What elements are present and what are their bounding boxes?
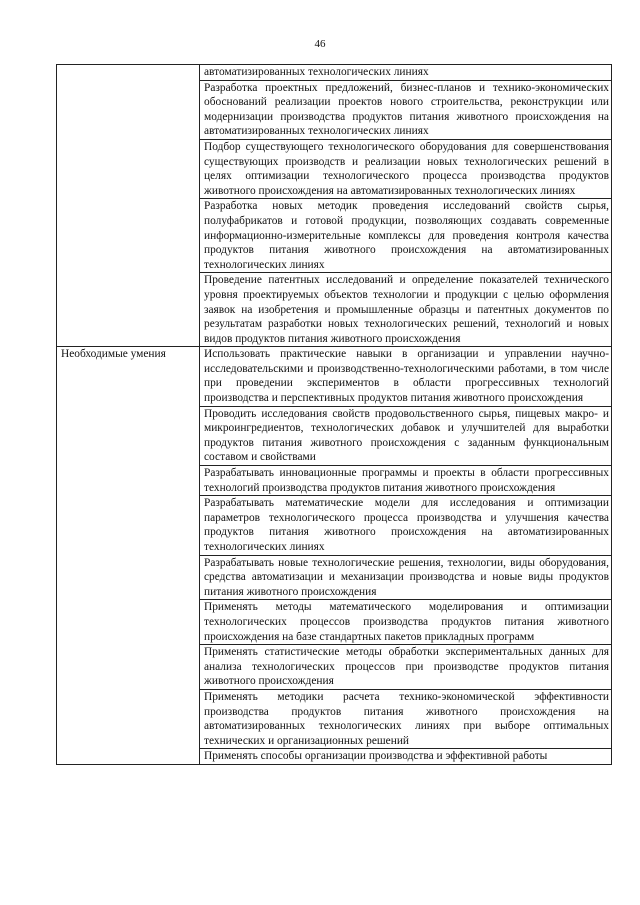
table-cell: Использовать практические навыки в организации и управлении научно-исследовательскими и производственно-технологическими работами, в том числе при проведении экспериментов в области прогрессивных технологий производства и перспективных продуктов питания животного происхождения: [200, 347, 612, 406]
table-cell: Применять методики расчета технико-экономической эффективности производства продуктов питания животного происхождения на автоматизированных технологических линиях при выборе оптимальных технических и организационных решений: [200, 689, 612, 748]
table-row: [57, 347, 612, 406]
page-number: 46: [314, 38, 326, 50]
table-cell: Разрабатывать математические модели для исследования и оптимизации параметров технологического процесса производства и улучшения качества продуктов питания животного происхождения на автоматизированных технологических линиях: [200, 496, 612, 555]
table-cell: Применять способы организации производства и эффективной работы: [200, 749, 612, 765]
table-row: [57, 65, 612, 81]
table-cell: Разрабатывать новые технологические решения, технологии, виды оборудования, средства автоматизации и механизации производства и новые виды продуктов питания животного происхождения: [200, 555, 612, 600]
table-cell: Разработка новых методик проведения исследований свойств сырья, полуфабрикатов и готовой продукции, позволяющих создавать современные информационно-измерительные комплексы для проведения контроля качества продуктов питания животного происхождения на автоматизированных технологических линиях: [200, 199, 612, 273]
table-cell: Проведение патентных исследований и определение показателей технического уровня проектируемых объектов технологии и продукции с целью оформления заявок на изобретения и промышленные образцы и патентных документов по результатам разработки новых технологических решений, технологий и новых видов продуктов питания животного происхождения: [200, 273, 612, 347]
table-cell: Применять статистические методы обработки экспериментальных данных для анализа технологических процессов при производстве продуктов питания животного происхождения: [200, 645, 612, 690]
table-cell: Применять методы математического моделирования и оптимизации технологических процессов производства продуктов питания животного происхождения на базе стандартных пакетов прикладных программ: [200, 600, 612, 645]
table-cell: Разрабатывать инновационные программы и проекты в области прогрессивных технологий производства продуктов питания животного происхождения: [200, 466, 612, 496]
table-cell: Разработка проектных предложений, бизнес-планов и технико-экономических обоснований реализации проектов нового строительства, реконструкции или модернизации производства продуктов питания животного происхождения на автоматизированных технологических линиях: [200, 80, 612, 139]
table-cell: Подбор существующего технологического оборудования для совершенствования существующих производств и реализации новых технологических решений в целях оптимизации технологического процесса производства продуктов животного происхождения на автоматизированных технологических линиях: [200, 139, 612, 198]
section-label: [57, 65, 200, 347]
table-cell: автоматизированных технологических линиях: [200, 65, 612, 81]
section-label: Необходимые умения: [57, 347, 200, 765]
competency-table: [56, 64, 612, 765]
table-cell: Проводить исследования свойств продовольственного сырья, пищевых макро- и микроингредиентов, технологических добавок и улучшителей для выработки продуктов питания животного происхождения с заданным функциональным составом и свойствами: [200, 406, 612, 465]
